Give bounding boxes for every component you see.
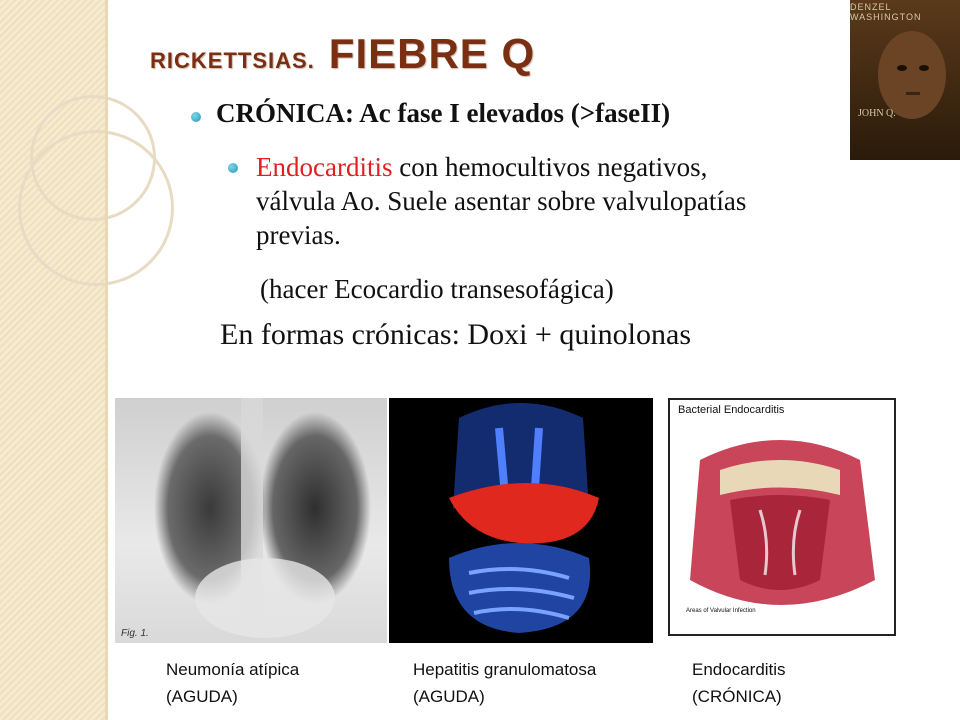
xray-graphic	[115, 398, 387, 643]
xray-figure-label: Fig. 1.	[121, 628, 149, 639]
title-big: FIEBRE Q	[328, 30, 536, 77]
heart-graphic	[670, 400, 896, 636]
bullet-cronica: CRÓNICA: Ac fase I elevados (>faseII)	[216, 98, 671, 128]
poster-face-graphic	[850, 0, 960, 160]
caption-line2: (AGUDA)	[413, 687, 485, 706]
caption-line1: Endocarditis	[692, 660, 786, 679]
treatment-line: En formas crónicas: Doxi + quinolonas	[220, 318, 691, 351]
line2-rest: con hemocultivos negativos,	[392, 152, 708, 182]
organs-graphic	[389, 398, 653, 643]
caption-endocarditis	[692, 656, 786, 710]
line3: válvula Ao. Suele asentar sobre valvulopatías	[256, 186, 747, 216]
movie-poster-image	[850, 0, 960, 160]
caption-line1: Neumonía atípica	[166, 660, 300, 679]
heart-subcaption: Areas of Valvular Infection	[686, 608, 756, 614]
decorative-circle	[18, 130, 174, 286]
ecocardio-note: (hacer Ecocardio transesofágica)	[260, 274, 614, 304]
bacterial-endocarditis-image	[668, 398, 896, 636]
caption-neumonia	[166, 656, 299, 710]
left-decorative-band	[0, 0, 108, 720]
caption-hepatitis	[413, 656, 596, 710]
poster-actor-name: DENZEL WASHINGTON	[850, 2, 922, 22]
endocarditis-highlight: Endocarditis	[256, 152, 393, 182]
caption-line2: (CRÓNICA)	[692, 687, 782, 706]
endocarditis-paragraph	[256, 150, 746, 252]
liver-organs-image	[389, 398, 653, 643]
bullet-icon	[191, 112, 201, 122]
chest-xray-image	[115, 398, 387, 643]
poster-movie-title: JOHN Q.	[858, 108, 896, 119]
slide-title	[150, 30, 535, 78]
bullet-icon	[228, 163, 238, 173]
line4: previas.	[256, 220, 341, 250]
caption-line2: (AGUDA)	[166, 687, 238, 706]
heart-image-caption: Bacterial Endocarditis	[678, 404, 785, 416]
caption-line1: Hepatitis granulomatosa	[413, 660, 597, 679]
title-small: RICKETTSIAS.	[150, 48, 315, 73]
